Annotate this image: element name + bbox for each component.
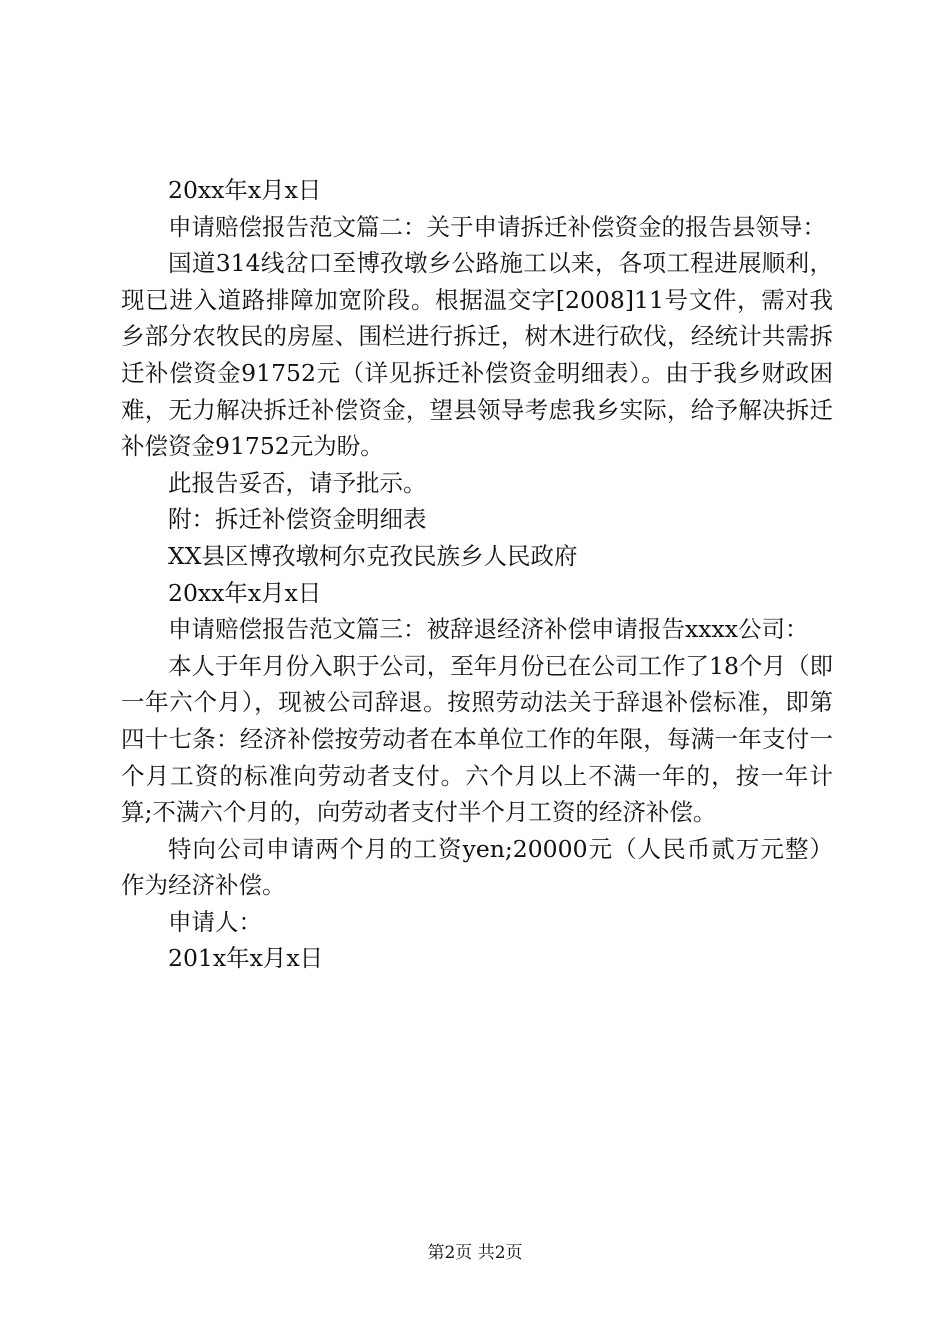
document-body bbox=[121, 172, 833, 977]
approval-request-line: 此报告妥否，请予批示。 bbox=[168, 468, 427, 497]
section-heading-part-three: 申请赔偿报告范文篇三：被辞退经济补偿申请报告xxxx公司： bbox=[168, 615, 809, 644]
issuer-line: XX县区博孜墩柯尔克孜民族乡人民政府 bbox=[168, 541, 578, 570]
date-line: 20xx年x月x日 bbox=[168, 578, 322, 607]
section-heading-part-two: 申请赔偿报告范文篇二：关于申请拆迁补偿资金的报告县领导： bbox=[168, 212, 826, 241]
body-paragraph: 特向公司申请两个月的工资yen;20000元（人民币贰万元整）作为经济补偿。 bbox=[121, 834, 833, 900]
attachment-line: 附：拆迁补偿资金明细表 bbox=[168, 505, 427, 534]
applicant-line: 申请人： bbox=[168, 907, 262, 936]
date-line: 201x年x月x日 bbox=[168, 944, 324, 973]
page-number-footer: 第2页 共2页 bbox=[427, 1243, 523, 1263]
body-paragraph: 国道314线岔口至博孜墩乡公路施工以来，各项工程进展顺利，现已进入道路排障加宽阶段。根据温交字[2008]11号文件，需对我乡部分农牧民的房屋、围栏进行拆迁，树木进行砍伐，经统计共需拆迁补偿资金91752元（详见拆迁补偿资金明细表）。由于我乡财政困难，无力解决拆迁补偿资金，望县领导考虑我乡实际，给予解决拆迁补偿资金91752元为盼。 bbox=[121, 249, 833, 461]
body-paragraph: 本人于年月份入职于公司，至年月份已在公司工作了18个月（即一年六个月），现被公司辞退。按照劳动法关于辞退补偿标准，即第四十七条：经济补偿按劳动者在本单位工作的年限，每满一年支付一个月工资的标准向劳动者支付。六个月以上不满一年的，按一年计算;不满六个月的，向劳动者支付半个月工资的经济补偿。 bbox=[121, 651, 833, 827]
date-line: 20xx年x月x日 bbox=[168, 176, 322, 204]
